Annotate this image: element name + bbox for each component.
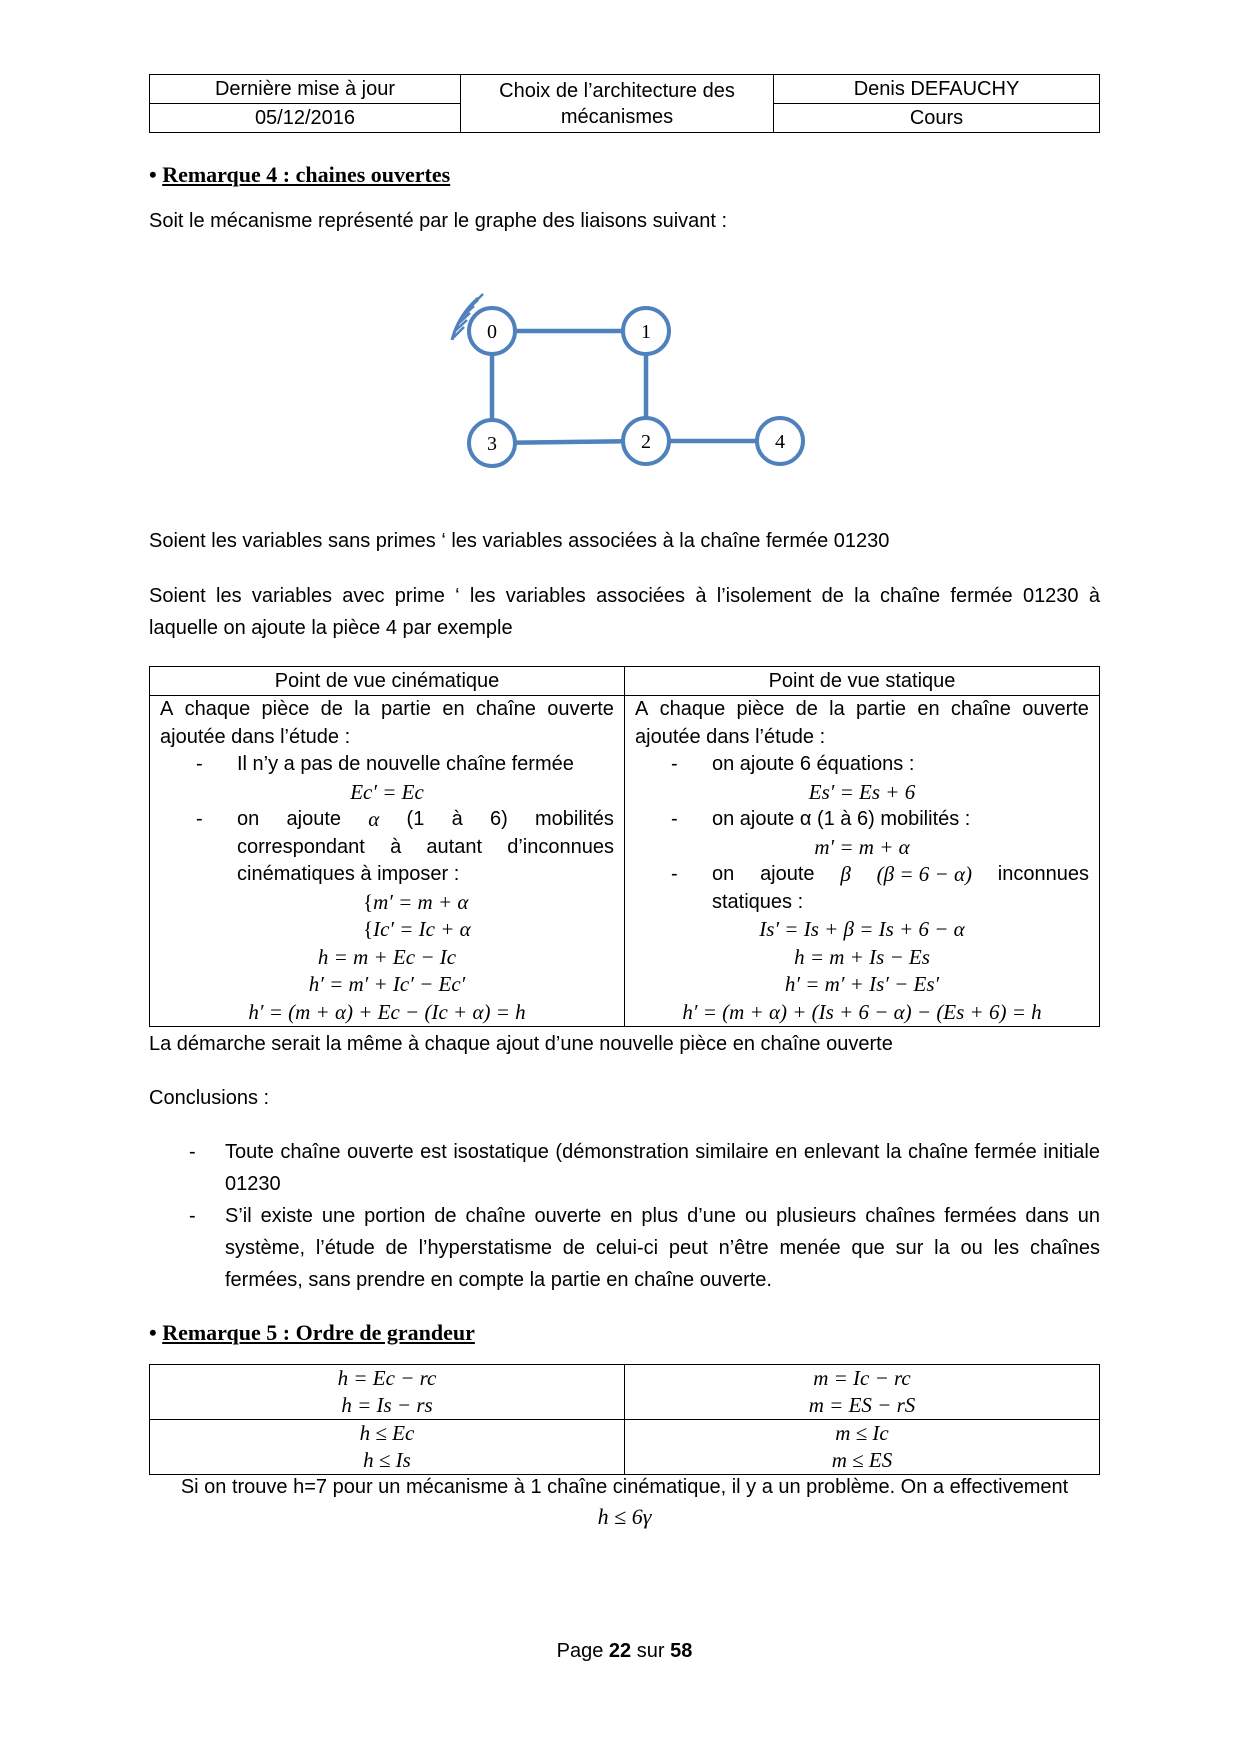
paragraph-isolation: Soient les variables avec prime ‘ les variables associées à l’isolement de la chaîne fermée 01230 à laquelle on ajoute la pièce 4 par exemple [149, 585, 1100, 639]
remark4-title: • Remarque 4 : chaines ouvertes [149, 162, 451, 187]
table-head-static: Point de vue statique [625, 667, 1100, 696]
header-title: Choix de l’architecture des mécanismes [461, 75, 774, 133]
order-cell: m ≤ Ic m ≤ ES [625, 1420, 1100, 1475]
order-of-magnitude-table [149, 1364, 1100, 1475]
kin-eq-system-1: {m′ = m + α [363, 889, 469, 914]
header-doc-type: Cours [774, 104, 1100, 133]
stat-intro-2: ajoutée dans l’étude : [635, 725, 826, 748]
stat-item-1: - on ajoute 6 équations : [671, 753, 915, 775]
conclusions-list [149, 1136, 1100, 1296]
after-table-text: La démarche serait la même à chaque ajout d’une nouvelle pièce en chaîne ouverte [149, 1033, 893, 1055]
stat-eq-4: h = m + Is − Es [794, 944, 930, 969]
stat-intro-1: A chaque pièce de la partie en chaîne ouverte [635, 698, 1089, 720]
total-pages: 58 [670, 1640, 693, 1662]
kin-item-2-line-3: cinématiques à imposer : [237, 863, 460, 885]
kin-eq-6: h′ = (m + α) + Ec − (Ic + α) = h [248, 999, 526, 1024]
kin-eq-1: Ec′ = Ec [350, 779, 424, 804]
header-last-update-label: Dernière mise à jour [150, 75, 461, 104]
remark5-note: Si on trouve h=7 pour un mécanisme à 1 chaîne cinématique, il y a un problème. On a effectivement [180, 1476, 1069, 1498]
stat-item-3-line-2: statiques : [712, 890, 804, 913]
stat-item-3-line-1: - on ajoute β (β = 6 − α) inconnues [671, 862, 1089, 886]
node-4-label: 4 [775, 431, 785, 453]
comparison-table [149, 666, 1100, 1027]
order-cell: m = Ic − rc m = ES − rS [625, 1365, 1100, 1420]
stat-eq-1: Es′ = Es + 6 [808, 779, 916, 804]
bullet-icon: • [149, 162, 157, 187]
stat-eq-5: h′ = m′ + Is′ − Es′ [784, 972, 940, 996]
kin-item-1: - Il n’y a pas de nouvelle chaîne fermée [196, 753, 574, 775]
conclusion-item: - Toute chaîne ouverte est isostatique (démonstration similaire en enlevant la chaîne fermée initiale 01230 [149, 1136, 1100, 1200]
stat-eq-2: m′ = m + α [814, 834, 910, 859]
remark5-inequality: h ≤ 6γ [597, 1504, 652, 1529]
conclusion-item: - S’il existe une portion de chaîne ouverte en plus d’une ou plusieurs chaînes fermées dans un système, l’étude de l’hyperstatisme de celui-ci peut n’être menée que sur la ou les chaînes fermées, sans prendre en compte la partie en chaîne ouverte. [149, 1200, 1100, 1296]
kin-item-2-line-1: - on ajoute α (1 à 6) mobilités [196, 807, 614, 831]
kin-eq-4: h = m + Ec − Ic [317, 944, 457, 969]
header-date: 05/12/2016 [150, 104, 461, 133]
stat-eq-3: Is′ = Is + β = Is + 6 − α [759, 917, 965, 941]
kin-intro-1: A chaque pièce de la partie en chaîne ouverte [160, 698, 614, 720]
node-3-label: 3 [487, 433, 497, 455]
table-head-kinematic: Point de vue cinématique [150, 667, 625, 696]
node-0-label: 0 [487, 321, 497, 343]
remark5-title: • Remarque 5 : Ordre de grandeur [149, 1320, 475, 1345]
page-footer: Page 22 sur 58 [556, 1640, 693, 1662]
kin-eq-5: h′ = m′ + Ic′ − Ec′ [308, 972, 466, 996]
kin-item-2-line-2: correspondant à autant d’inconnues [237, 835, 614, 858]
header-table [149, 74, 1100, 133]
paragraph-closed-chain: Soient les variables sans primes ‘ les variables associées à la chaîne fermée 01230 [149, 530, 890, 552]
node-1-label: 1 [641, 321, 651, 343]
liaison-graph [440, 286, 820, 476]
kinematic-cell [150, 696, 625, 1027]
order-cell: h ≤ Ec h ≤ Is [150, 1420, 625, 1475]
stat-eq-6: h′ = (m + α) + (Is + 6 − α) − (Es + 6) = h [682, 999, 1042, 1024]
remark4-intro: Soit le mécanisme représenté par le graphe des liaisons suivant : [149, 210, 728, 232]
current-page: 22 [608, 1640, 632, 1662]
kin-intro-2: ajoutée dans l’étude : [160, 725, 351, 748]
stat-item-2: - on ajoute α (1 à 6) mobilités : [671, 808, 971, 830]
conclusions-label: Conclusions : [149, 1087, 270, 1109]
order-cell: h = Ec − rc h = Is − rs [150, 1365, 625, 1420]
node-2-label: 2 [641, 431, 651, 453]
static-cell [625, 696, 1100, 1027]
kin-eq-system-2: {Ic′ = Ic + α [363, 917, 471, 941]
bullet-icon: • [149, 1320, 157, 1345]
header-author: Denis DEFAUCHY [774, 75, 1100, 104]
